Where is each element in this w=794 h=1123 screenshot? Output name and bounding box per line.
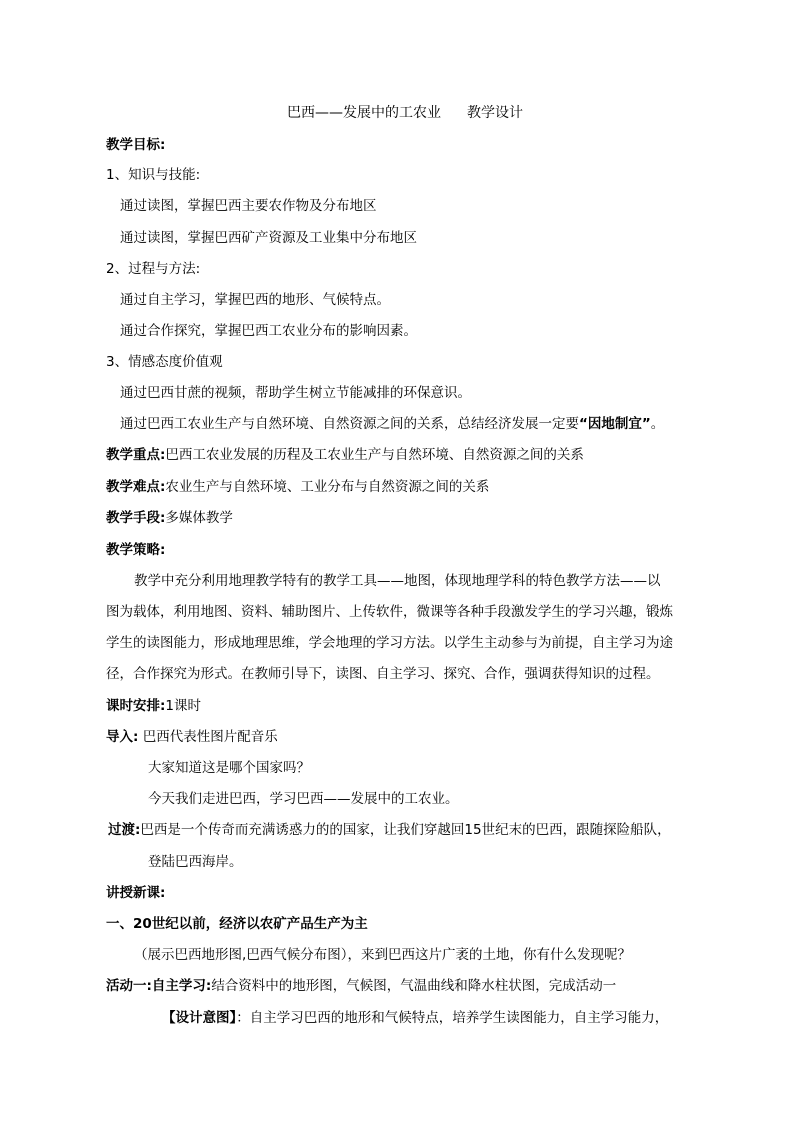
difficult-point-label: 教学难点: (106, 479, 166, 495)
strategy-line: 学生的读图能力，形成地理思维，学会地理的学习方法。以学生主动参与为前提，自主学习为途 (106, 635, 673, 651)
intro (106, 728, 278, 746)
goal3-item: 通过巴西甘蔗的视频，帮助学生树立节能减排的环保意识。 (120, 385, 471, 401)
goal2-item: 通过合作探究，掌握巴西工农业分布的影响因素。 (120, 323, 417, 339)
key-point-text: 巴西工农业发展的历程及工农业生产与自然环境、自然资源之间的关系 (165, 447, 584, 463)
document-title (287, 104, 523, 122)
intro-today: 今天我们走进巴西，学习巴西——发展中的工农业。 (148, 791, 459, 807)
intro-text: 巴西代表性图片配音乐 (142, 729, 278, 745)
section1-heading: 一、20世纪以前，经济以农矿产品生产为主 (106, 916, 368, 932)
goal3-item (120, 415, 664, 433)
design-intent-label: 【设计意图】 (162, 1010, 237, 1026)
intro-question: 大家知道这是哪个国家吗？ (148, 760, 310, 776)
goal3-item2-emphasis: “因地制宜” (579, 416, 651, 432)
difficult-point (106, 478, 489, 496)
intro-label: 导入: (106, 729, 139, 745)
goal3-item2-end: 。 (650, 416, 665, 432)
strategy-line: 教学中充分利用地理教学特有的教学工具——地图，体现地理学科的特色教学方法——以 (134, 573, 661, 589)
activity1-label2: 自主学习: (151, 978, 212, 994)
class-hours (106, 697, 201, 715)
teaching-means-label: 教学手段: (106, 510, 166, 526)
goal1-item: 通过读图，掌握巴西矿产资源及工业集中分布地区 (120, 230, 417, 246)
key-point (106, 446, 584, 464)
activity1-label: 活动一: (106, 978, 152, 994)
new-lesson-heading: 讲授新课: (106, 885, 166, 901)
teaching-means (106, 509, 233, 527)
design-intent-text: ：自主学习巴西的地形和气候特点，培养学生读图能力，自主学习能力， (236, 1010, 669, 1026)
goal1-item: 通过读图，掌握巴西主要农作物及分布地区 (120, 198, 377, 214)
title-sub: 教学设计 (467, 105, 523, 121)
goal2-item: 通过自主学习，掌握巴西的地形、气候特点。 (120, 292, 390, 308)
title-main: 巴西——发展中的工农业 (287, 105, 441, 121)
goal1-heading: 1、知识与技能: (106, 167, 201, 183)
strategy-line: 图为载体，利用地图、资料、辅助图片、上传软件，微课等各种手段激发学生的学习兴趣，锻炼 (106, 604, 673, 620)
goal3-heading: 3、情感态度价值观 (106, 354, 223, 370)
goal3-item2-text: 通过巴西工农业生产与自然环境、自然资源之间的关系，总结经济发展一定要 (120, 416, 579, 432)
strategy-line: 径，合作探究为形式。在教师引导下，读图、自主学习、探究、合作，强调获得知识的过程。 (106, 666, 660, 682)
section1-intro: （展示巴西地形图,巴西气候分布图），来到巴西这片广袤的土地，你有什么发现呢？ (134, 947, 632, 963)
strategy-heading: 教学策略: (106, 542, 166, 558)
goals-heading: 教学目标: (106, 137, 166, 153)
goal2-heading: 2、过程与方法: (106, 261, 201, 277)
key-point-label: 教学重点: (106, 447, 166, 463)
class-hours-label: 课时安排: (106, 698, 166, 714)
activity1 (106, 977, 616, 995)
transition-text: 巴西是一个传奇而充满诱惑力的的国家，让我们穿越回15世纪末的巴西，跟随探险船队， (140, 822, 671, 838)
transition-text-cont: 登陆巴西海岸。 (148, 854, 243, 870)
teaching-means-text: 多媒体教学 (165, 510, 233, 526)
class-hours-text: 1课时 (165, 698, 201, 714)
difficult-point-text: 农业生产与自然环境、工业分布与自然资源之间的关系 (165, 479, 490, 495)
activity1-text: 结合资料中的地形图，气候图，气温曲线和降水柱状图，完成活动一 (211, 978, 617, 994)
transition (108, 821, 671, 839)
design-intent (162, 1009, 668, 1027)
transition-label: 过渡: (108, 822, 141, 838)
